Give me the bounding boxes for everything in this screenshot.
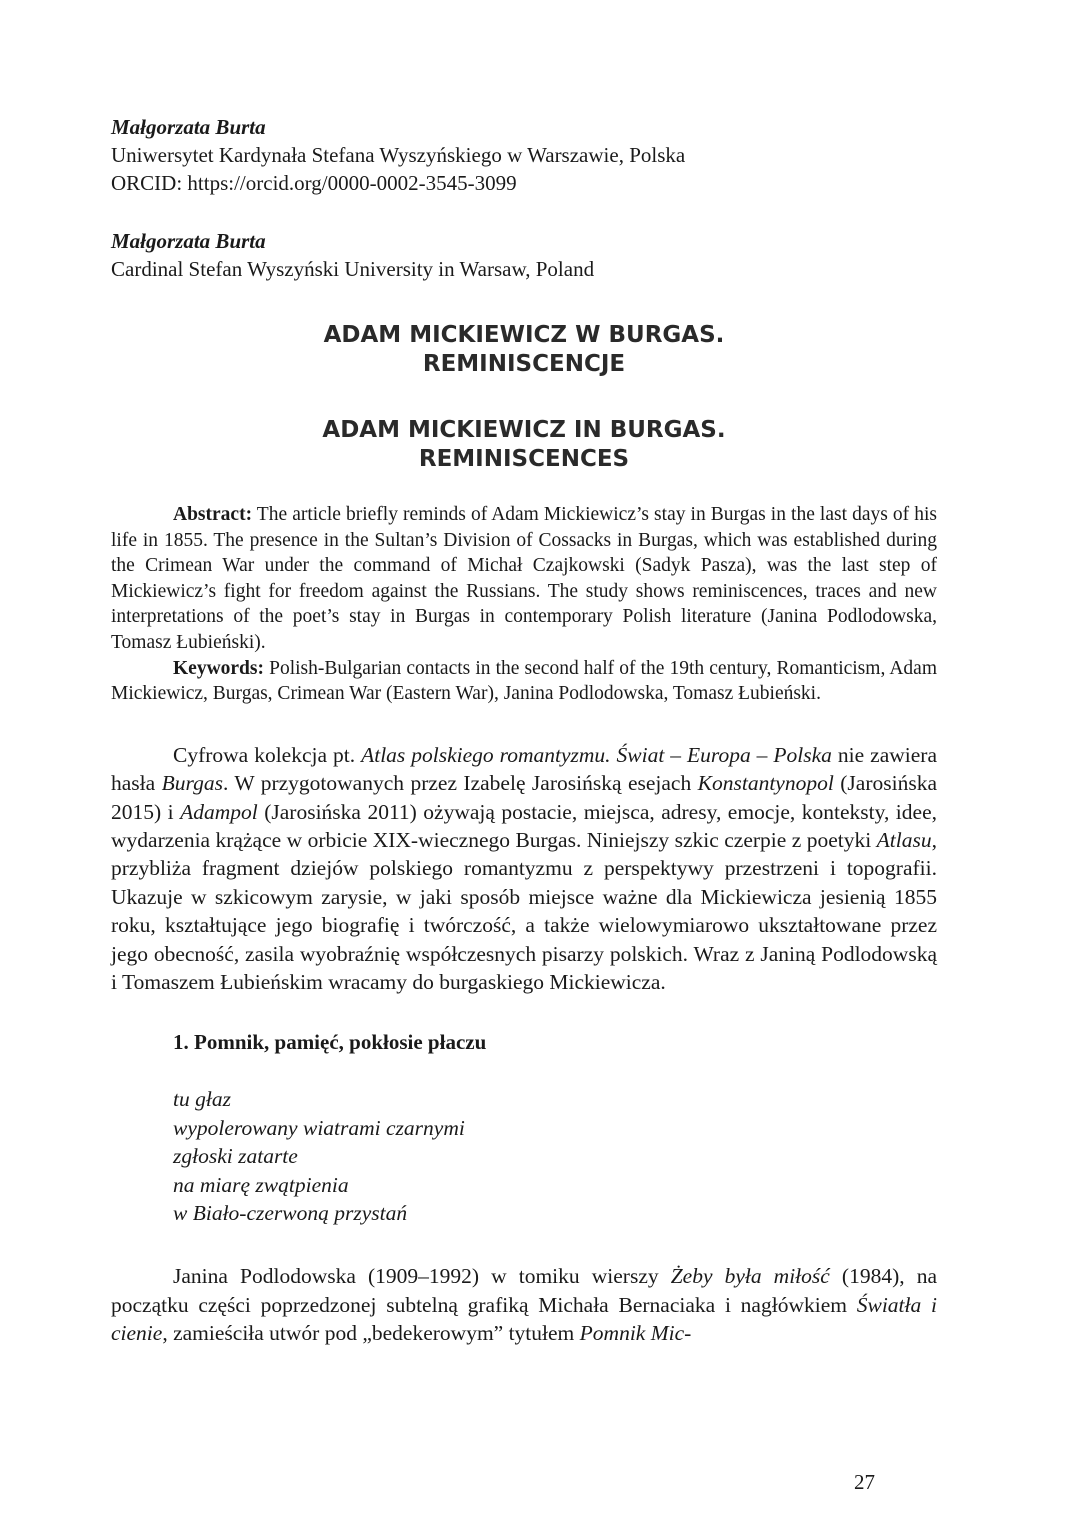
poem-line: wypolerowany wiatrami czarnymi [173,1115,465,1140]
text-run: , przybliża fragment dziejów polskiego romantyzmu z perspektywy przestrzeni i topografii. Ukazuje w szkicowym zarysie, w jaki sposób miejsce ważne dla Mickiewicza jesienią 1855 roku, kształtujące jego biografię i twórczość, a także wielowymiarowo ukształtowane przez jego obecność, zasila wyobraźnię współczesnych pisarzy polskich. Wraz z Janiną Podlodowską i Tomaszem Łubieńskim wracamy do burgaskiego Mickiewicza. [111,827,937,994]
orcid: ORCID: https://orcid.org/0000-0002-3545-3099 [111,171,517,195]
text-run: (Jarosińska 2015) i [111,771,937,824]
text-run: (1984), na początku części poprzedzonej subtelną grafiką Michała Bernaciaka i nagłówkiem [111,1264,937,1317]
body-paragraph [111,1262,937,1347]
page-content [111,113,937,1348]
text-run: Janina Podlodowska (1909–1992) w tomiku wierszy [173,1264,671,1289]
title-en-line1: ADAM MICKIEWICZ IN BURGAS. [322,417,726,443]
title-en-line2: REMINISCENCES [418,446,630,472]
text-run: (Jarosińska 2011) ożywają postacie, miejsca, adresy, emocje, konteksty, idee, wydarzenia krążące w orbicie XIX-wiecznego Burgas. Niniejszy szkic czerpie z poetyki [111,799,937,852]
poem-line: tu głaz [173,1087,231,1112]
abstract-paragraph [111,502,937,656]
italic-title: Burgas [161,771,223,796]
italic-title: Konstantynopol [697,771,834,796]
section-heading: 1. Pomnik, pamięć, pokłosie płaczu [173,1030,487,1055]
page-number: 27 [854,1470,875,1494]
italic-title: Atlasu [876,827,932,852]
section1-body [111,1262,937,1347]
text-run: , zamieściła utwór pod „bedekerowym” tytułem [162,1321,580,1346]
intro-section [111,741,937,997]
italic-title: Adampol [180,799,258,824]
poem-line: w Biało-czerwoną przystań [173,1201,408,1226]
keywords-paragraph [111,656,937,707]
keywords-text: Polish-Bulgarian contacts in the second half of the 19th century, Romanticism, Adam Mickiewicz, Burgas, Crimean War (Eastern War), Janina Podlodowska, Tomasz Łubieński. [111,657,937,705]
title-pl-line2: REMINISCENCJE [422,351,626,377]
poem-line: zgłoski zatarte [173,1144,298,1169]
text-run: Cyfrowa kolekcja pt. [173,742,362,767]
affiliation-pl: Uniwersytet Kardynała Stefana Wyszyńskiego w Warszawie, Polska [111,143,686,167]
text-run: . W przygotowanych przez Izabelę Jarosińską esejach [222,771,698,796]
title-pl-line1: ADAM MICKIEWICZ W BURGAS. [323,322,725,348]
italic-title: Żeby była miłość [670,1264,830,1289]
keywords-label: Keywords: [173,657,264,679]
italic-title: Atlas polskiego romantyzmu. Świat – Europa – Polska [361,742,832,767]
author-name-pl: Małgorzata Burta [111,115,266,139]
abstract [111,502,937,707]
abstract-text: The article briefly reminds of Adam Mickiewicz’s stay in Burgas in the last days of his life in 1855. The presence in the Sultan’s Division of Cossacks in Burgas, which was established during the Crimean War under the command of Michał Czajkowski (Sadyk Pasza), was the last step of Mickiewicz’s fight for freedom against the Russians. The study shows reminiscences, traces and new interpretations of the poet’s stay in Burgas in contemporary Polish literature (Janina Podlodowska, Tomasz Łubieński). [111,504,937,653]
intro-paragraph [111,741,937,997]
abstract-label: Abstract: [173,504,253,525]
author-name-en: Małgorzata Burta [111,229,266,253]
affiliation-en: Cardinal Stefan Wyszyński University in Warsaw, Poland [111,257,595,281]
italic-title: Światła i cienie [111,1292,937,1346]
italic-title: Pomnik Mic- [579,1321,692,1346]
poem-line: na miarę zwątpienia [173,1172,349,1197]
poem-excerpt [111,1085,937,1227]
text-run: nie zawiera hasła [111,742,937,796]
article-titles [111,321,937,474]
